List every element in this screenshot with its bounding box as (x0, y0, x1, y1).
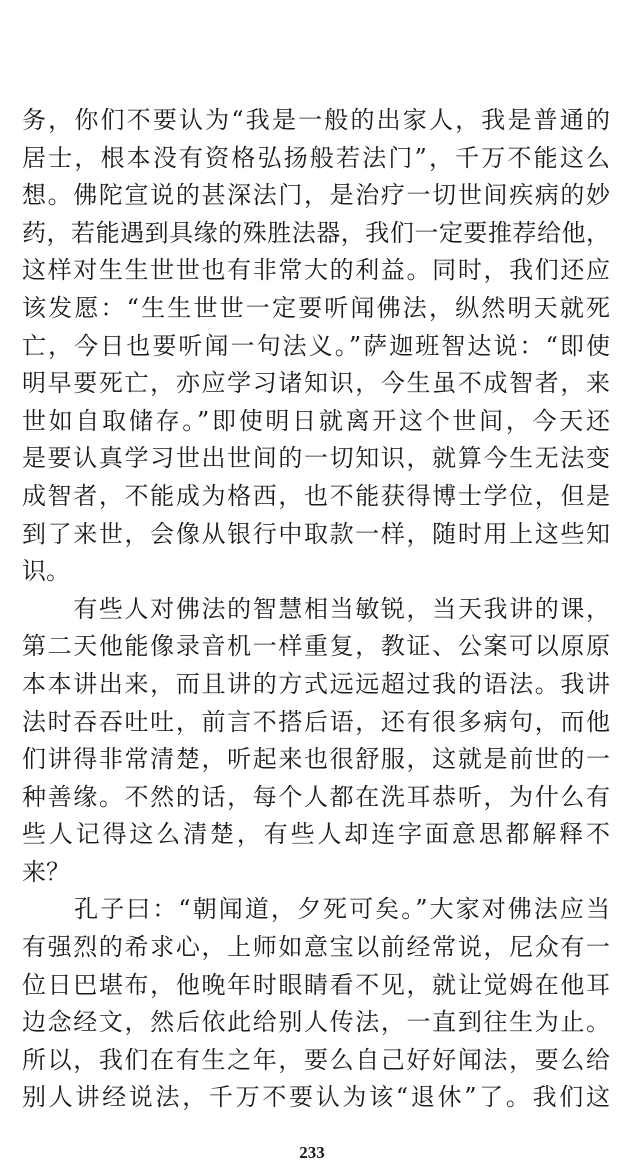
text-line: 亡，今日也要听闻一句法义。”萨迦班智达说：“即使 (22, 331, 613, 360)
text-line: 别人讲经说法，千万不要认为该“退休”了。我们这 (22, 1083, 613, 1112)
text-line: 所以，我们在有生之年，要么自己好好闻法，要么给 (22, 1045, 612, 1074)
text-line: 法时吞吞吐吐，前言不搭后语，还有很多病句，而他 (22, 707, 612, 736)
text-line: 到了来世，会像从银行中取款一样，随时用上这些知 (22, 519, 612, 548)
text-line: 想。佛陀宣说的甚深法门，是治疗一切世间疾病的妙 (22, 181, 612, 210)
text-line: 本本讲出来，而且讲的方式远远超过我的语法。我讲 (22, 669, 612, 698)
text-line: 第二天他能像录音机一样重复，教证、公案可以原原 (22, 632, 612, 661)
text-line: 药，若能遇到具缘的殊胜法器，我们一定要推荐给他， (22, 218, 611, 247)
text-line: 种善缘。不然的话，每个人都在洗耳恭听，为什么有 (22, 782, 612, 811)
text-line: 有些人对佛法的智慧相当敏锐，当天我讲的课， (22, 594, 612, 623)
text-line: 务，你们不要认为“我是一般的出家人，我是普通的 (22, 106, 613, 134)
text-line: 这样对生生世世也有非常大的利益。同时，我们还应 (22, 256, 612, 285)
text-line: 是要认真学习世出世间的一切知识，就算今生无法变 (22, 444, 612, 473)
text-line: 成智者，不能成为格西，也不能获得博士学位，但是 (22, 481, 612, 510)
text-line: 来？ (22, 857, 70, 886)
text-line: 边念经文，然后依此给别人传法，一直到往生为止。 (22, 1008, 612, 1037)
text-line: 些人记得这么清楚，有些人却连字面意思都解释不 (22, 820, 613, 849)
text-line: 居士，根本没有资格弘扬般若法门”，千万不能这么 (22, 143, 613, 172)
text-line: 该发愿：“生生世世一定要听闻佛法，纵然明天就死 (22, 293, 613, 322)
text-line: 识。 (22, 557, 70, 586)
text-line: 们讲得非常清楚，听起来也很舒服，这就是前世的一 (22, 745, 612, 774)
body-text (22, 102, 613, 1117)
text-line: 明早要死亡，亦应学习诸知识，今生虽不成智者，来 (22, 369, 612, 398)
text-line: 有强烈的希求心，上师如意宝以前经常说，尼众有一 (22, 933, 612, 962)
page-number: 233 (299, 1143, 325, 1162)
text-line: 孔子曰：“朝闻道，夕死可矣。”大家对佛法应当 (22, 895, 613, 924)
text-line: 位日巴堪布，他晚年时眼睛看不见，就让觉姆在他耳 (22, 970, 612, 999)
text-line: 世如自取储存。”即使明日就离开这个世间，今天还 (22, 406, 613, 435)
